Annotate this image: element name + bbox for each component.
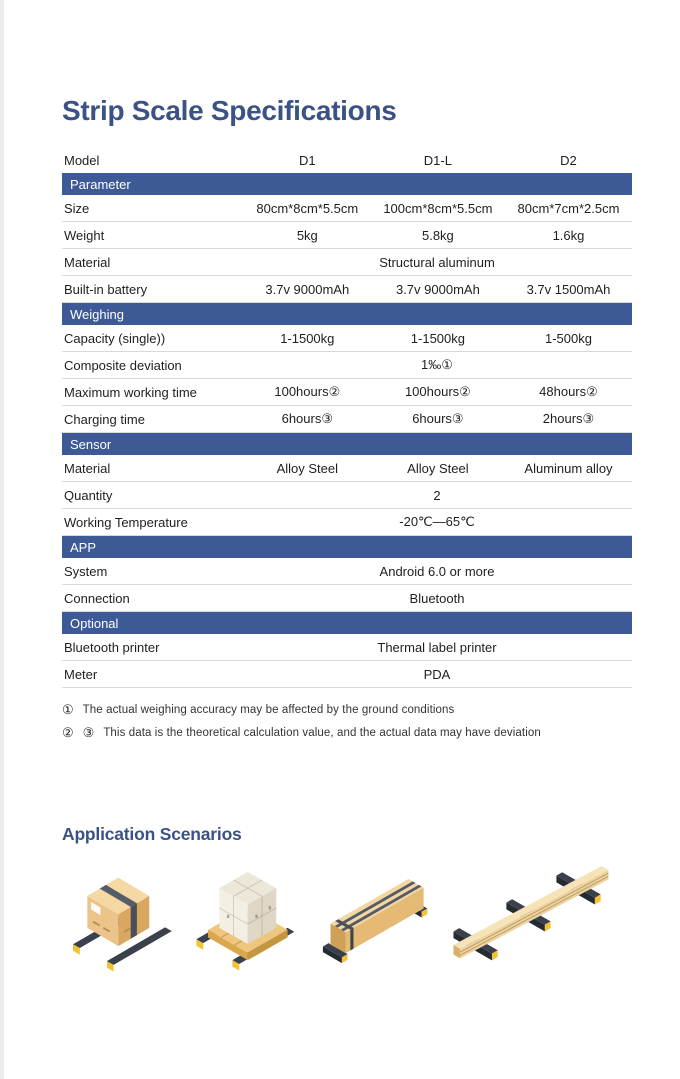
footnote-line [62,698,632,721]
row-span-value: Thermal label printer [377,639,497,655]
section-header-optional: Optional [62,612,632,634]
table-row [62,276,632,303]
strapped-bundle-on-strip-scales-illustration [321,861,435,974]
column-header-d1: D1 [298,152,316,168]
row-value: 3.7v 9000mAh [395,281,480,297]
column-header-d2: D2 [560,152,577,168]
section-header-weighing: Weighing [62,303,632,325]
row-label: Bluetooth printer [64,639,160,655]
row-label: Meter [64,666,98,682]
table-row [62,352,632,379]
row-value: 80cm*8cm*5.5cm [256,200,359,216]
table-row [62,195,632,222]
row-label: System [64,563,108,579]
row-span-value: Bluetooth [409,590,465,606]
row-label: Material [64,460,111,476]
carton-box-on-strip-scales-illustration [62,861,184,974]
footnote-text: This data is the theoretical calculation value, and the actual data may have deviation [103,726,541,739]
table-row [62,634,632,661]
row-label: Size [64,200,90,216]
row-value: 1.6kg [552,227,585,243]
section-header-parameter: Parameter [62,173,632,195]
table-row [62,406,632,433]
column-header-model: Model [64,152,100,168]
row-span-value: Android 6.0 or more [379,563,495,579]
scenarios-title: Application Scenarios [62,824,242,844]
row-label: Composite deviation [64,357,182,373]
table-row [62,222,632,249]
footnote-mark: ① [62,701,74,717]
row-value: 100hours② [404,384,471,399]
table-row [62,509,632,536]
footnote-line [62,721,632,744]
column-header-d1-l: D1-L [423,152,452,168]
table-row [62,661,632,688]
row-value: 80cm*7cm*2.5cm [517,200,620,216]
table-row [62,482,632,509]
row-value: 6hours③ [281,411,333,426]
page-title: Strip Scale Specifications [62,95,397,126]
row-value: 6hours③ [412,411,464,426]
row-label: Quantity [64,487,113,503]
pallet-boxes-on-strip-scales-illustration [189,861,317,974]
row-value: Alloy Steel [407,460,469,476]
row-label: Maximum working time [64,384,197,400]
row-value: Aluminum alloy [524,460,613,476]
row-span-value: 1‰① [421,357,453,372]
spec-sheet [62,0,632,974]
table-row [62,585,632,612]
row-value: 1-1500kg [280,330,335,346]
row-span-value: PDA [423,666,451,682]
wood-beams-on-strip-scales-illustration [440,861,618,974]
table-row [62,325,632,352]
section-header-sensor: Sensor [62,433,632,455]
row-value: Alloy Steel [276,460,338,476]
row-label: Working Temperature [64,514,188,530]
row-label: Weight [64,227,105,243]
row-label: Charging time [64,411,145,427]
footnote-text: The actual weighing accuracy may be affected by the ground conditions [82,703,455,716]
row-label: Material [64,254,111,270]
row-value: 5.8kg [421,227,454,243]
table-header-row [62,147,632,173]
footnote-mark: ② [62,724,74,740]
row-value: 3.7v 9000mAh [265,281,350,297]
row-value: 48hours② [539,384,598,399]
row-value: 2hours③ [542,411,595,426]
row-value: 1-1500kg [410,330,465,346]
section-header-app: APP [62,536,632,558]
row-value: 100cm*8cm*5.5cm [383,200,493,216]
table-row [62,249,632,276]
page-left-edge [0,0,4,1079]
spec-table [62,147,632,688]
row-value: 1-500kg [544,330,592,346]
row-span-value: Structural aluminum [379,254,495,270]
footnotes [62,698,632,744]
table-row [62,455,632,482]
row-label: Capacity (single)) [64,330,166,346]
row-label: Connection [64,590,130,606]
row-value: 5kg [296,227,318,243]
row-span-value: -20℃—65℃ [399,514,475,529]
row-span-value: 2 [433,487,441,503]
row-label: Built-in battery [64,281,148,297]
scenarios-row [62,861,618,974]
table-row [62,558,632,585]
footnote-mark: ③ [82,724,95,740]
table-row [62,379,632,406]
row-value: 3.7v 1500mAh [526,281,611,297]
row-value: 100hours② [274,384,341,399]
